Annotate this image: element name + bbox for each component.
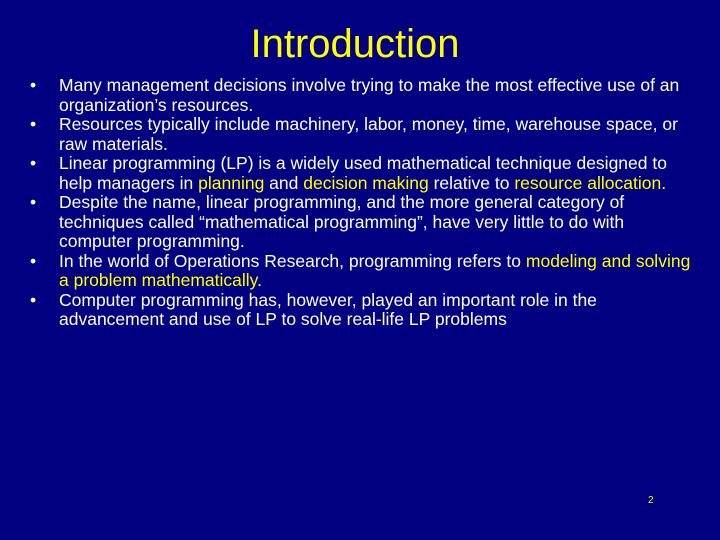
bullet-item (30, 154, 700, 193)
highlight-resource-allocation: resource allocation (514, 172, 662, 193)
bullet-item (30, 115, 700, 154)
bullet-text: . (257, 270, 262, 290)
bullet-icon: • (30, 250, 37, 271)
bullet-icon: • (30, 192, 37, 212)
bullet-icon: • (30, 114, 37, 134)
bullet-text: and (264, 172, 304, 193)
bullet-text: relative to (428, 172, 515, 193)
bullet-icon: • (30, 75, 37, 95)
bullet-text: Despite the name, linear programming, and the more general category of techniques called “mathematical programming”, have very little to do with computer programming. (59, 192, 625, 251)
bullet-item (30, 291, 700, 330)
bullet-item (30, 76, 700, 115)
page-number: 2 (648, 495, 654, 506)
bullet-text: Many management decisions involve trying to make the most effective use of an organization’s resources. (59, 75, 680, 115)
highlight-modeling: modeling and solving a problem mathematically (59, 250, 691, 290)
bullet-text: In the world of Operations Research, programming refers to (59, 250, 526, 271)
slide-title: Introduction (250, 22, 460, 66)
highlight-decision-making: decision making (303, 172, 429, 193)
bullet-text: . (661, 172, 667, 193)
bullet-text: Linear programming (LP) is a widely used mathematical technique designed to help managers in (59, 153, 667, 193)
highlight-planning: planning (198, 172, 265, 193)
bullet-list (30, 76, 700, 330)
bullet-icon: • (30, 153, 37, 173)
bullet-text: Resources typically include machinery, labor, money, time, warehouse space, or raw materials. (59, 114, 678, 154)
bullet-item (30, 193, 700, 252)
bullet-text: Computer programming has, however, played an important role in the advancement and use of LP to solve real-life LP problems (59, 289, 597, 329)
bullet-item (30, 252, 700, 291)
bullet-icon: • (30, 289, 37, 310)
